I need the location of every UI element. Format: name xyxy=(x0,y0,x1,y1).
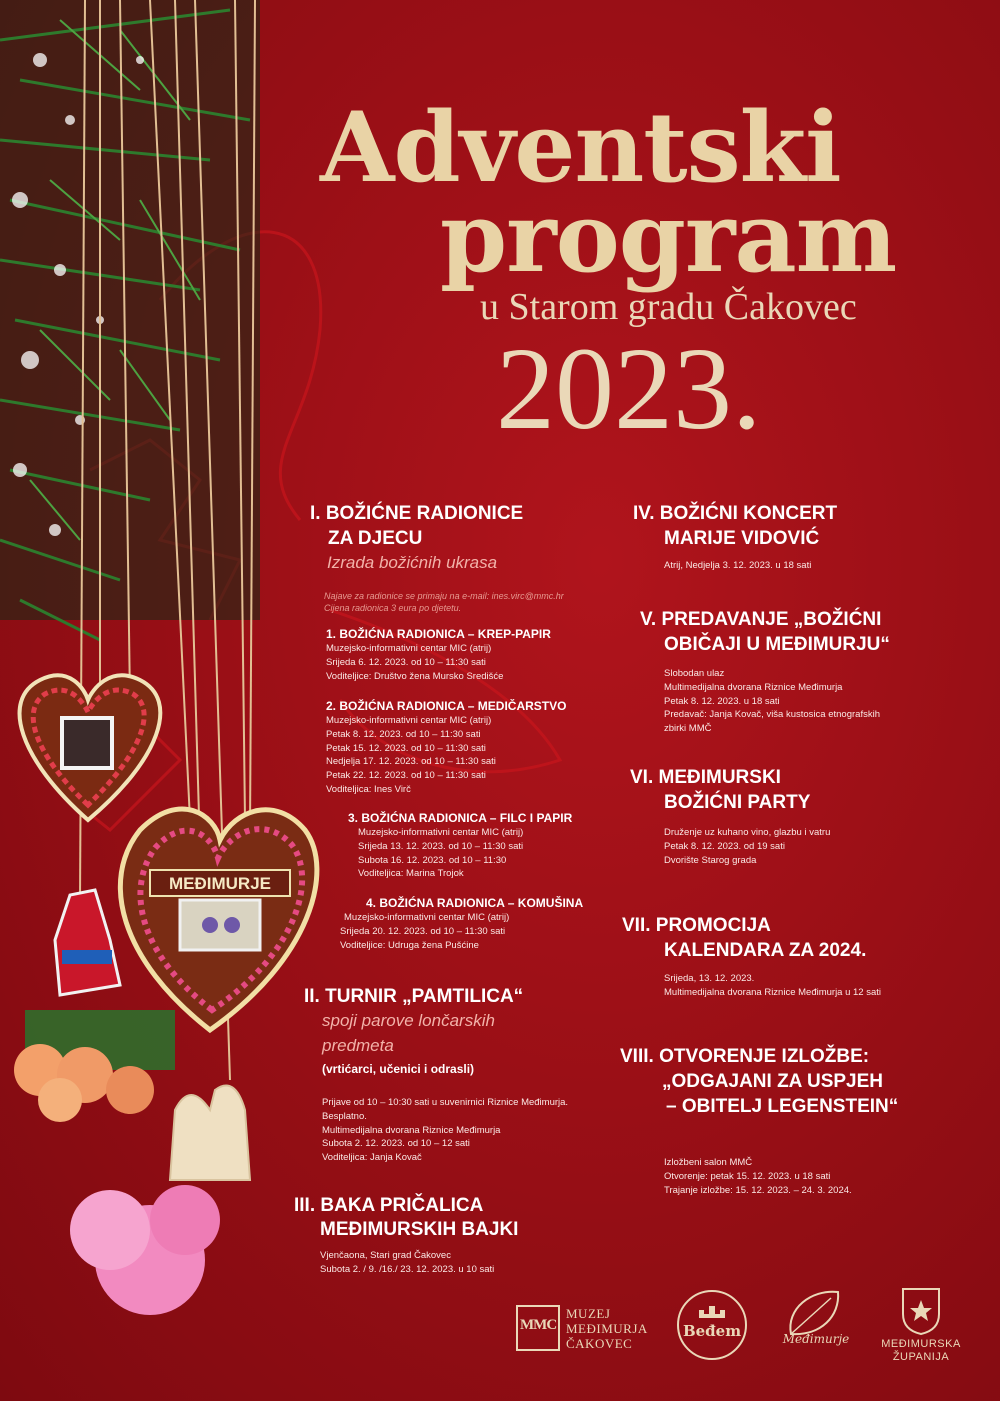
gingerbread-heart-large-icon xyxy=(120,809,317,1030)
title-location: u Starom gradu Čakovec xyxy=(480,286,857,328)
horse-figurine-icon xyxy=(55,890,120,995)
sec8-title-line1: VIII. OTVORENJE IZLOŽBE: xyxy=(620,1046,870,1067)
county-logo xyxy=(876,1286,966,1366)
sec5-line: Petak 8. 12. 2023. u 18 sati xyxy=(664,695,780,707)
tourism-logo xyxy=(776,1284,856,1364)
sec2-line: Besplatno. xyxy=(322,1110,367,1122)
sec2-line: Multimedijalna dvorana Riznice Međimurja xyxy=(322,1124,501,1136)
sec6-title-line2: BOŽIĆNI PARTY xyxy=(664,792,811,813)
sec1-subtitle: Izrada božićnih ukrasa xyxy=(327,553,498,572)
workshop3-line: Muzejsko-informativni centar MIC (atrij) xyxy=(358,827,524,838)
sec5-title-line1: V. PREDAVANJE „BOŽIĆNI xyxy=(640,609,882,630)
workshop2-line: Petak 22. 12. 2023. od 10 – 11:30 sati xyxy=(326,770,486,782)
workshop2-line: Petak 15. 12. 2023. od 10 – 11:30 sati xyxy=(326,742,486,754)
sec5-line: Slobodan ulaz xyxy=(664,668,725,679)
workshop3-line: Subota 16. 12. 2023. od 10 – 11:30 xyxy=(358,854,507,866)
sec1-note-1: Najave za radionice se primaju na e-mail: ines.virc@mmc.hr xyxy=(324,591,564,601)
sec2-line: Subota 2. 12. 2023. od 10 – 12 sati xyxy=(322,1138,470,1150)
museum-logo xyxy=(516,1305,560,1351)
workshop4-line: Voditeljice: Udruga žena Pušćine xyxy=(340,939,479,951)
sec1-title-line1: I. BOŽIĆNE RADIONICE xyxy=(310,503,524,524)
museum-logo-mark: MMC xyxy=(520,1317,557,1333)
workshop2-line: Voditeljica: Ines Virč xyxy=(326,783,411,795)
county-shield-icon xyxy=(876,1286,966,1336)
sec2-subtitle-1: spoji parove lončarskih xyxy=(322,1011,495,1030)
sec5-title-line2: OBIČAJI U MEĐIMURJU“ xyxy=(664,634,890,655)
workshop2-title: 2. BOŽIĆNA RADIONICA – MEDIČARSTVO xyxy=(326,699,567,713)
bunny-cookie-icon xyxy=(170,1086,250,1181)
workshop1-line: Voditeljice: Društvo žena Mursko Središće xyxy=(326,670,504,682)
workshop4-title: 4. BOŽIĆNA RADIONICA – KOMUŠINA xyxy=(366,896,584,910)
workshop4-line: Srijeda 20. 12. 2023. od 10 – 11:30 sati xyxy=(340,925,506,937)
sec8-title-line2: „ODGAJANI ZA USPJEH xyxy=(662,1071,883,1092)
sec8-line: Trajanje izložbe: 15. 12. 2023. – 24. 3. 2024. xyxy=(664,1184,852,1196)
sec8-line: Izložbeni salon MMČ xyxy=(664,1157,753,1168)
workshop1-details xyxy=(326,642,503,683)
sec3-title-line1: III. BAKA PRIČALICA xyxy=(294,1195,484,1216)
county-name-line: MEĐIMURSKA xyxy=(881,1338,961,1350)
sec8-line: Otvorenje: petak 15. 12. 2023. u 18 sati xyxy=(664,1170,831,1182)
sec4-title-line1: IV. BOŽIĆNI KONCERT xyxy=(633,503,838,524)
sec6-line: Petak 8. 12. 2023. od 19 sati xyxy=(664,840,785,852)
sec2-line: Voditeljica: Janja Kovač xyxy=(322,1152,422,1164)
museum-logo-text xyxy=(566,1306,648,1351)
sec6-details xyxy=(664,826,830,867)
county-logo-text xyxy=(876,1338,966,1364)
sec1-title-line2: ZA DJECU xyxy=(328,528,423,549)
workshop1-line: Srijeda 6. 12. 2023. od 10 – 11:30 sati xyxy=(326,656,486,668)
sec7-details xyxy=(664,972,881,1000)
workshop3-line: Voditeljica: Marina Trojok xyxy=(358,868,464,880)
workshop2-line: Nedjelja 17. 12. 2023. od 10 – 11:30 sati xyxy=(326,756,496,768)
sec7-title-line1: VII. PROMOCIJA xyxy=(622,915,771,936)
tourism-logo-name: Međimurje xyxy=(782,1332,850,1346)
gingerbread-label: MEĐIMURJE xyxy=(168,874,272,893)
sec8-details xyxy=(664,1156,852,1197)
bar-logo xyxy=(677,1290,747,1360)
workshop3-details xyxy=(358,826,523,881)
sec6-line: Dvorište Starog grada xyxy=(664,854,757,866)
sec8-title-line3: – OBITELJ LEGENSTEIN“ xyxy=(666,1096,899,1117)
workshop4-line: Muzejsko-informativni centar MIC (atrij) xyxy=(344,912,510,923)
workshop4-details xyxy=(340,911,509,952)
title-adventski: Adventski xyxy=(320,91,841,204)
pine-branch-icon xyxy=(0,0,260,640)
county-name-line: ŽUPANIJA xyxy=(892,1351,950,1363)
workshop2-line: Muzejsko-informativni centar MIC (atrij) xyxy=(326,715,492,726)
workshop1-title: 1. BOŽIĆNA RADIONICA – KREP-PAPIR xyxy=(326,627,551,641)
sec1-note-2: Cijena radionica 3 eura po djetetu. xyxy=(324,603,462,613)
gingerbread-heart-icon xyxy=(20,675,161,820)
workshop2-line: Petak 8. 12. 2023. od 10 – 11:30 sati xyxy=(326,728,481,740)
workshop1-line: Muzejsko-informativni centar MIC (atrij) xyxy=(326,643,492,654)
sec2-title: II. TURNIR „PAMTILICA“ xyxy=(304,986,524,1007)
sec4-title-line2: MARIJE VIDOVIĆ xyxy=(664,528,820,549)
title-year: 2023. xyxy=(496,323,762,454)
sec7-line: Multimedijalna dvorana Riznice Međimurja u 12 sati xyxy=(664,986,882,998)
workshop3-line: Srijeda 13. 12. 2023. od 10 – 11:30 sati xyxy=(358,840,524,852)
museum-name-line: MEĐIMURJA xyxy=(566,1321,648,1336)
sec6-title-line1: VI. MEĐIMURSKI xyxy=(630,767,781,788)
sec4-line: Atrij, Nedjelja 3. 12. 2023. u 18 sati xyxy=(664,560,812,571)
sec5-line: zbirki MMČ xyxy=(664,723,712,735)
sec2-details xyxy=(322,1096,568,1165)
sec2-audience: (vrtićarci, učenici i odrasli) xyxy=(322,1062,475,1076)
sec3-details xyxy=(320,1249,494,1277)
museum-name-line: ČAKOVEC xyxy=(566,1336,633,1351)
museum-name-line: MUZEJ xyxy=(566,1306,611,1321)
sec5-line: Predavač: Janja Kovač, viša kustosica etnografskih xyxy=(664,709,880,721)
sec6-line: Druženje uz kuhano vino, glazbu i vatru xyxy=(664,827,831,838)
sec5-line: Multimedijalna dvorana Riznice Međimurja xyxy=(664,681,843,693)
sec3-line: Subota 2. / 9. /16./ 23. 12. 2023. u 10 sati xyxy=(320,1263,495,1275)
title-program: program xyxy=(440,181,897,294)
workshop2-details xyxy=(326,714,496,797)
sec7-line: Srijeda, 13. 12. 2023. xyxy=(664,973,755,984)
workshop3-title: 3. BOŽIĆNA RADIONICA – FILC I PAPIR xyxy=(348,811,573,825)
sec5-details xyxy=(664,667,880,736)
sec3-title-line2: MEĐIMURSKIH BAJKI xyxy=(320,1219,519,1240)
bar-logo-name: Beđem xyxy=(682,1322,742,1340)
sec7-title-line2: KALENDARA ZA 2024. xyxy=(664,940,867,961)
sec3-line: Vjenčaona, Stari grad Čakovec xyxy=(320,1250,451,1261)
sec2-line: Prijave od 10 – 10:30 sati u suvenirnici Riznice Međimurja. xyxy=(322,1097,569,1108)
sec4-details xyxy=(664,559,811,573)
sec2-subtitle-2: predmeta xyxy=(322,1036,394,1055)
